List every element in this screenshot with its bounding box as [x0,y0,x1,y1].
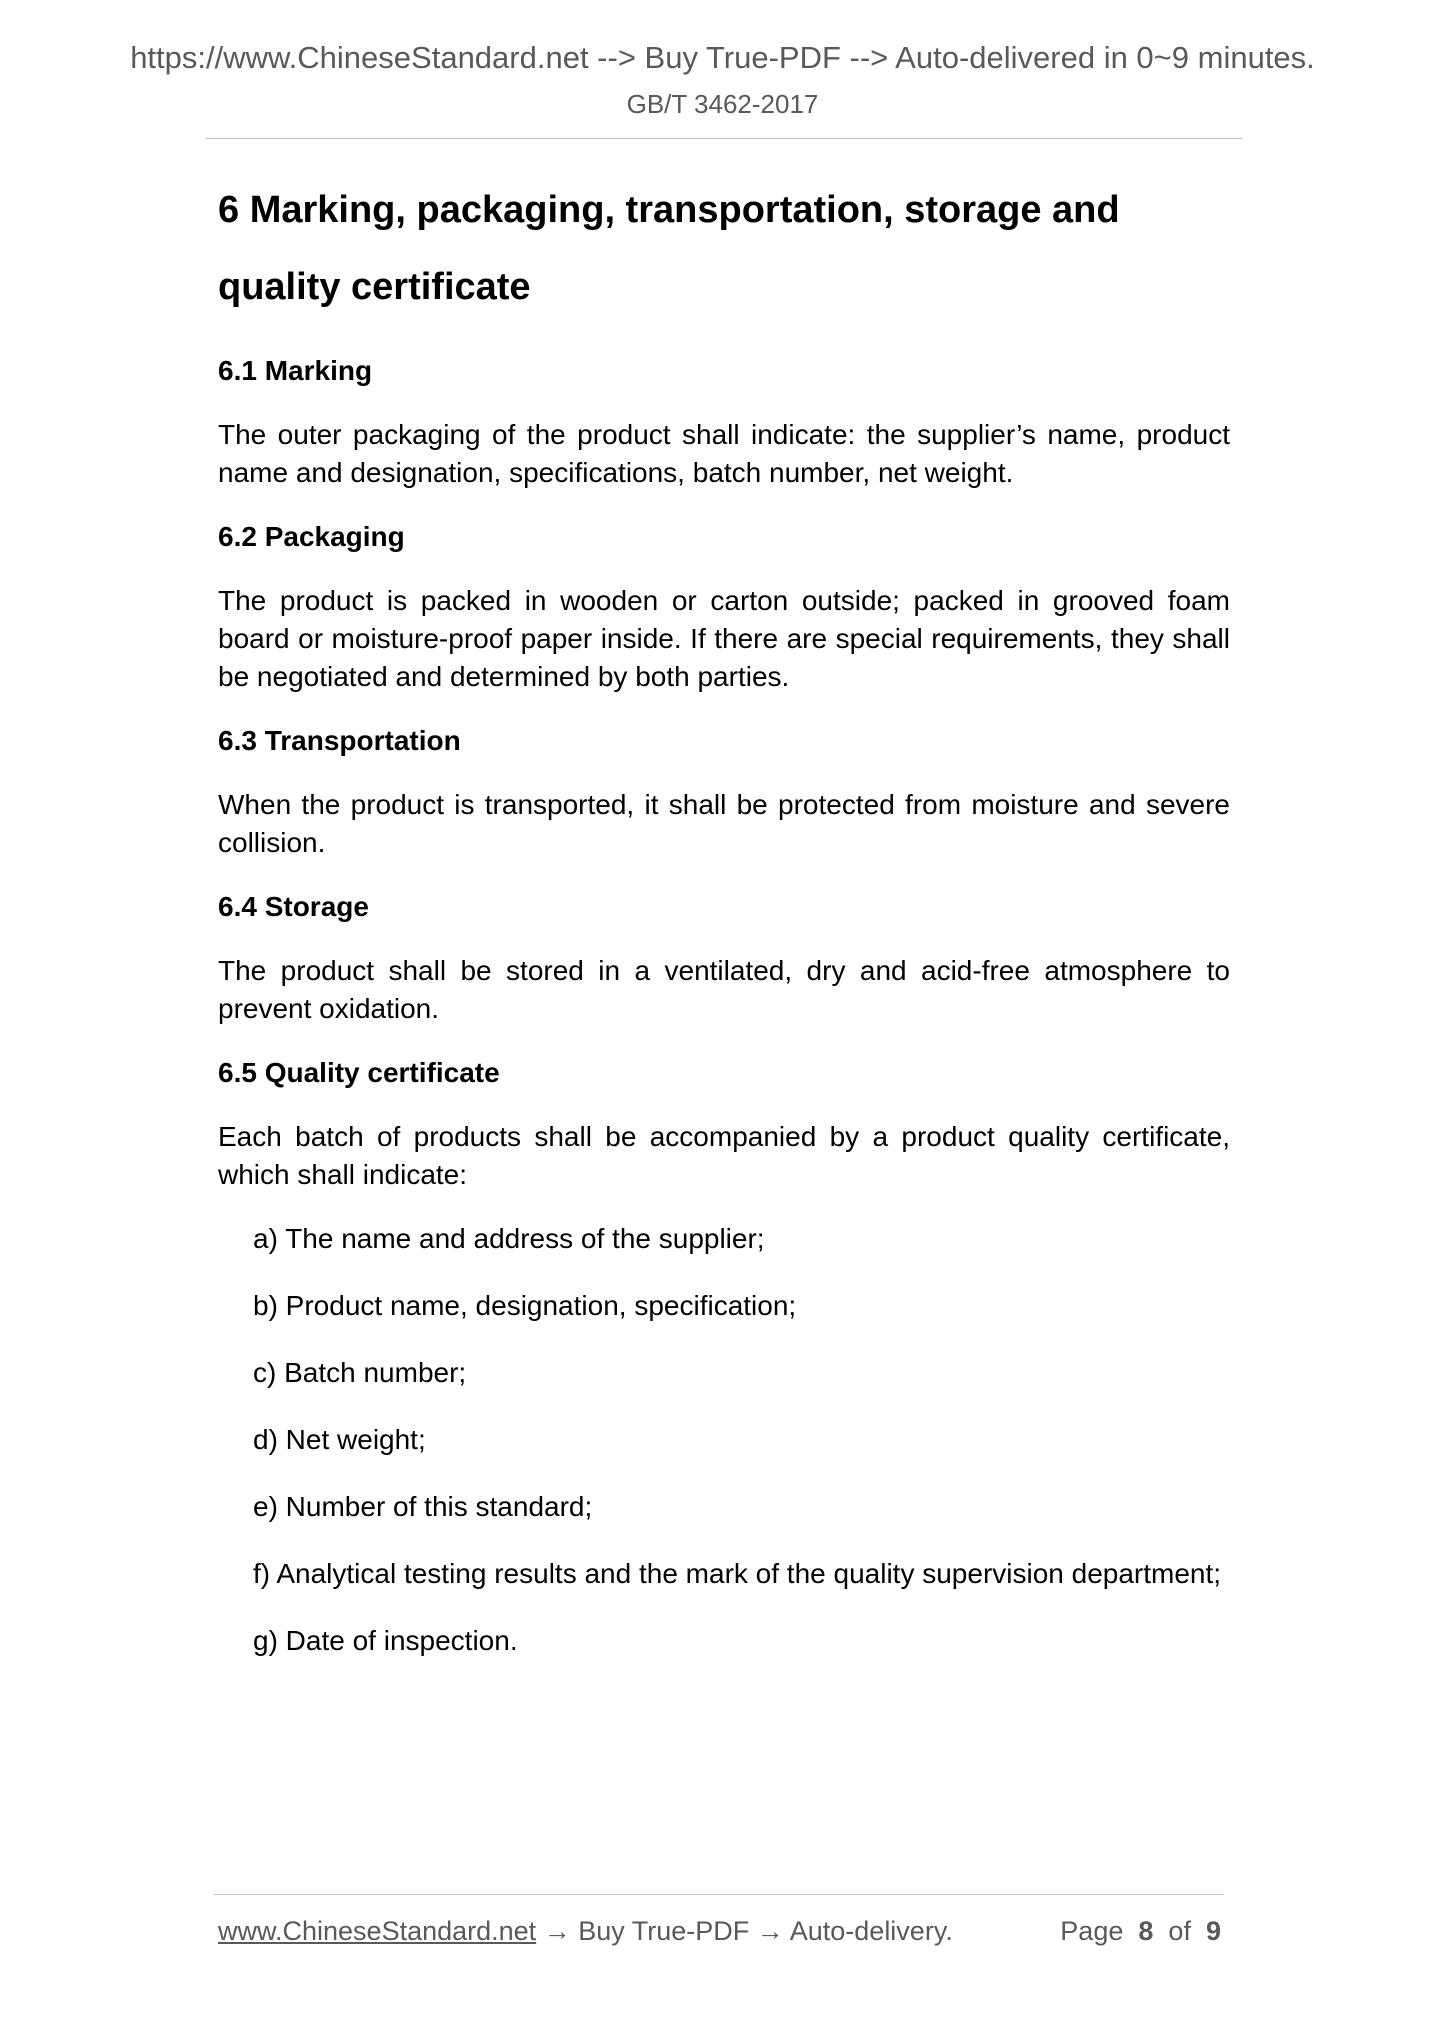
of-word: of [1168,1916,1191,1946]
subsection-heading-packaging: 6.2 Packaging [218,521,405,552]
section-title-line-2: quality certificate [218,266,531,308]
section-title-line-1: 6 Marking, packaging, transportation, storage and [218,189,1120,231]
subsection-text-marking: The outer packaging of the product shall indicate: the supplier’s name, product name and designation, specifications, batch number, net weight. [218,419,1230,488]
page-word: Page [1060,1916,1124,1946]
list-item: b) Product name, designation, specification; [253,1290,797,1321]
page-current: 8 [1138,1916,1154,1946]
list-item: a) The name and address of the supplier; [253,1223,765,1254]
header-standard-number: GB/T 3462-2017 [626,89,819,119]
list-item: e) Number of this standard; [253,1491,593,1522]
list-item: g) Date of inspection. [253,1625,518,1656]
subsection-text-packaging: The product is packed in wooden or carton outside; packed in grooved foam board or moisture-proof paper inside. If there are special requirements, they shall be negotiated and determined by both parties. [218,585,1230,692]
certificate-items-list [218,1220,1230,1660]
header-divider [206,138,1242,139]
list-item: c) Batch number; [253,1357,467,1388]
footer-website-link[interactable]: www.ChineseStandard.net [218,1916,537,1946]
list-item: f) Analytical testing results and the mark of the quality supervision department; [253,1558,1222,1589]
list-item: d) Net weight; [253,1424,426,1455]
page-content [218,172,1230,1689]
page-total: 9 [1205,1916,1221,1946]
footer-divider [214,1894,1224,1895]
subsection-heading-storage: 6.4 Storage [218,891,369,922]
footer-left [218,1916,953,1947]
subsection-text-transportation: When the product is transported, it shall be protected from moisture and severe collision. [218,789,1230,858]
subsection-text-quality-certificate: Each batch of products shall be accompanied by a product quality certificate, which shall indicate: [218,1121,1230,1190]
subsection-text-storage: The product shall be stored in a ventilated, dry and acid-free atmosphere to prevent oxidation. [218,955,1230,1024]
header-url-banner: https://www.ChineseStandard.net --> Buy True-PDF --> Auto-delivered in 0~9 minutes. [130,40,1315,75]
section-title [218,172,1230,326]
subsection-heading-transportation: 6.3 Transportation [218,725,461,756]
subsection-heading-marking: 6.1 Marking [218,355,373,386]
page-indicator [1060,1916,1221,1947]
subsection-heading-quality-certificate: 6.5 Quality certificate [218,1057,500,1088]
footer-tagline: → Buy True-PDF → Auto-delivery. [536,1916,953,1946]
